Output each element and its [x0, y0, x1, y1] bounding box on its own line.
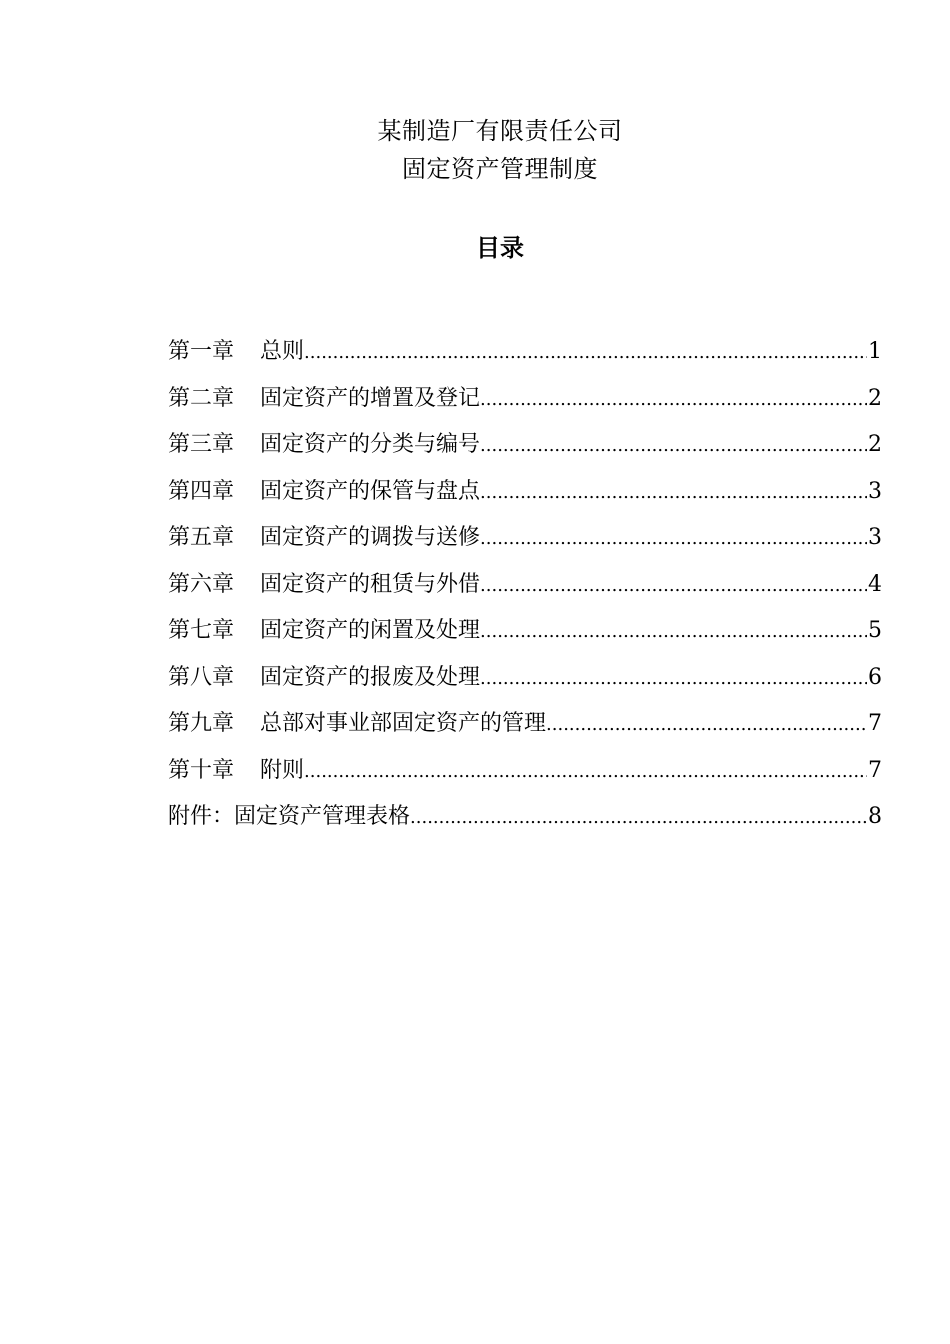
toc-chapter-label: 第十章 — [168, 757, 235, 783]
toc-entry-attachment[interactable] — [168, 794, 882, 841]
toc-chapter-label: 第八章 — [168, 664, 235, 690]
document-title: 固定资产管理制度 — [402, 155, 598, 183]
toc-dot-leader — [480, 563, 867, 610]
toc-chapter-label: 第四章 — [168, 478, 235, 504]
toc-entry-2[interactable] — [168, 376, 882, 423]
toc-dot-leader — [304, 749, 867, 796]
toc-dot-leader — [546, 702, 867, 749]
toc-page-number: 5 — [868, 618, 882, 643]
toc-chapter-title: 总则 — [260, 339, 305, 364]
toc-page-number: 2 — [868, 385, 882, 411]
toc-dot-leader — [410, 795, 867, 842]
toc-chapter-title: 固定资产的调拨与送修 — [260, 525, 481, 550]
toc-chapter-label: 第二章 — [168, 385, 235, 411]
toc-chapter-label: 第三章 — [168, 432, 235, 457]
toc-page-number: 6 — [868, 664, 882, 690]
toc-dot-leader — [480, 423, 867, 470]
toc-chapter-label: 附件： — [168, 804, 235, 829]
toc-entry-9[interactable] — [168, 701, 882, 748]
toc-entry-3[interactable] — [168, 422, 882, 469]
toc-dot-leader — [304, 330, 867, 377]
toc-chapter-title: 附则 — [260, 757, 305, 783]
toc-entry-10[interactable] — [168, 748, 882, 795]
toc-page-number: 4 — [868, 571, 882, 597]
toc-chapter-label: 第一章 — [168, 339, 235, 364]
table-of-contents — [168, 329, 882, 841]
toc-entry-6[interactable] — [168, 562, 882, 609]
toc-chapter-title: 固定资产管理表格 — [234, 804, 411, 829]
toc-chapter-label: 第五章 — [168, 525, 235, 550]
company-name: 某制造厂有限责任公司 — [377, 117, 623, 145]
toc-dot-leader — [480, 656, 867, 703]
toc-dot-leader — [480, 516, 867, 563]
toc-chapter-title: 总部对事业部固定资产的管理 — [260, 711, 547, 736]
toc-page-number: 1 — [868, 339, 882, 364]
toc-chapter-label: 第七章 — [168, 618, 235, 643]
toc-entry-8[interactable] — [168, 655, 882, 702]
toc-chapter-title: 固定资产的增置及登记 — [260, 385, 481, 411]
toc-chapter-title: 固定资产的租赁与外借 — [260, 571, 481, 597]
toc-entry-1[interactable] — [168, 329, 882, 376]
toc-entry-4[interactable] — [168, 469, 882, 516]
toc-entry-7[interactable] — [168, 608, 882, 655]
toc-chapter-label: 第六章 — [168, 571, 235, 597]
toc-chapter-label: 第九章 — [168, 711, 235, 736]
toc-dot-leader — [480, 377, 867, 424]
toc-dot-leader — [480, 470, 867, 517]
toc-page-number: 2 — [868, 432, 882, 457]
toc-page-number: 3 — [868, 525, 882, 550]
toc-heading: 目录 — [476, 234, 524, 262]
toc-page-number: 7 — [868, 757, 882, 783]
toc-page-number: 7 — [868, 711, 882, 736]
toc-chapter-title: 固定资产的分类与编号 — [260, 432, 481, 457]
toc-chapter-title: 固定资产的保管与盘点 — [260, 478, 481, 504]
toc-page-number: 3 — [868, 478, 882, 504]
title-block — [0, 112, 950, 188]
toc-entry-5[interactable] — [168, 515, 882, 562]
toc-page-number: 8 — [868, 804, 882, 829]
toc-dot-leader — [480, 609, 867, 656]
toc-chapter-title: 固定资产的报废及处理 — [260, 664, 481, 690]
toc-chapter-title: 固定资产的闲置及处理 — [260, 618, 481, 643]
